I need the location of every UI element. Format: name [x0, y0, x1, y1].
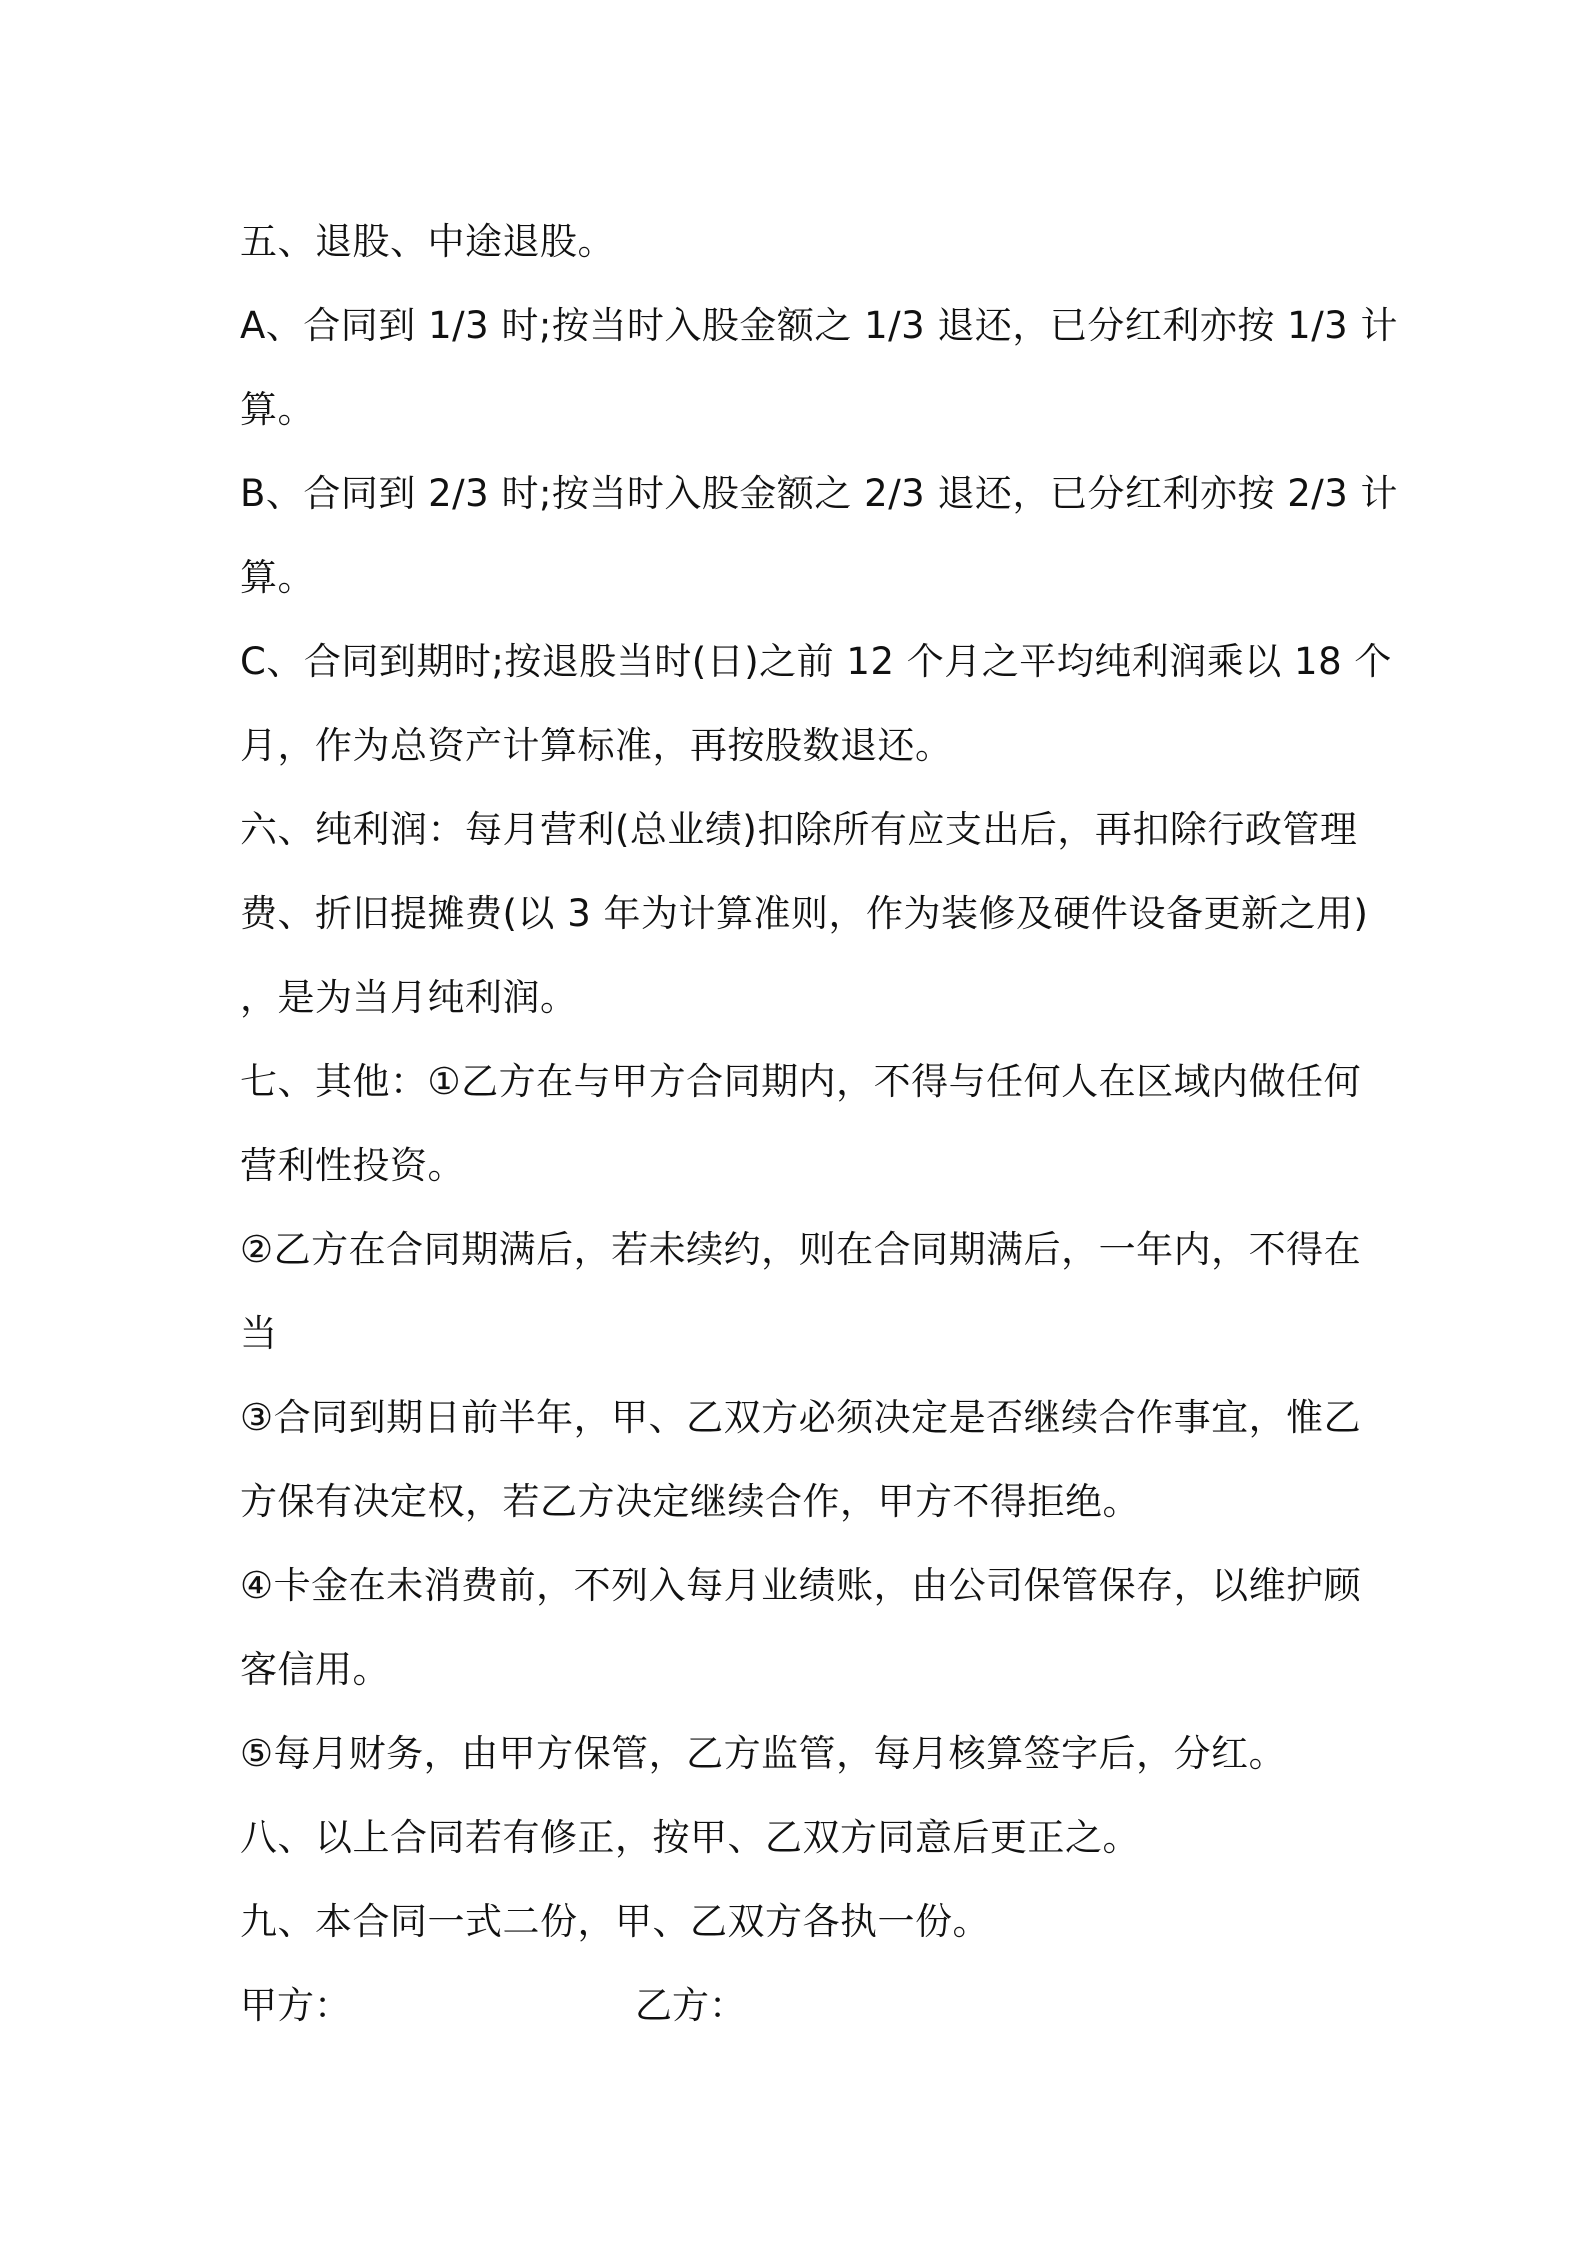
- section-5-heading: 五、退股、中途退股。: [240, 220, 615, 263]
- section-9-line: 九、本合同一式二份，甲、乙双方各执一份。: [240, 1900, 990, 1943]
- clause-a-line-2: 算。: [240, 388, 315, 431]
- item-2-line-1: ②乙方在合同期满后，若未续约，则在合同期满后，一年内，不得在: [240, 1228, 1362, 1271]
- item-5-line-1: ⑤每月财务，由甲方保管，乙方监管，每月核算签字后，分红。: [240, 1732, 1287, 1775]
- clause-b-line-2: 算。: [240, 556, 315, 599]
- clause-c-line-1: C、合同到期时;按退股当时(日)之前 12 个月之平均纯利润乘以 18 个: [240, 640, 1392, 683]
- section-6-line-1: 六、纯利润：每月营利(总业绩)扣除所有应支出后，再扣除行政管理: [240, 808, 1358, 851]
- item-3-line-1: ③合同到期日前半年，甲、乙双方必须决定是否继续合作事宜，惟乙: [240, 1396, 1362, 1439]
- section-7-line-2: 营利性投资。: [240, 1144, 465, 1187]
- item-2-line-2: 当: [240, 1312, 278, 1355]
- section-6-line-2: 费、折旧提摊费(以 3 年为计算准则，作为装修及硬件设备更新之用): [240, 892, 1369, 935]
- item-4-line-1: ④卡金在未消费前，不列入每月业绩账，由公司保管保存，以维护顾: [240, 1564, 1362, 1607]
- item-3-line-2: 方保有决定权，若乙方决定继续合作，甲方不得拒绝。: [240, 1480, 1140, 1523]
- party-b-signature-label: 乙方：: [635, 1984, 746, 2027]
- section-6-line-3: ，是为当月纯利润。: [240, 976, 578, 1019]
- clause-b-line-1: B、合同到 2/3 时;按当时入股金额之 2/3 退还，已分红利亦按 2/3 计: [240, 472, 1399, 515]
- clause-c-line-2: 月，作为总资产计算标准，再按股数退还。: [240, 724, 953, 767]
- signature-row: [240, 1964, 1360, 2048]
- document-body: [240, 200, 1399, 2048]
- item-4-line-2: 客信用。: [240, 1648, 390, 1691]
- party-a-signature-label: 甲方：: [240, 1984, 351, 2027]
- section-7-line-1: 七、其他：①乙方在与甲方合同期内，不得与任何人在区域内做任何: [240, 1060, 1362, 1103]
- clause-a-line-1: A、合同到 1/3 时;按当时入股金额之 1/3 退还，已分红利亦按 1/3 计: [240, 304, 1398, 347]
- section-8-line: 八、以上合同若有修正，按甲、乙双方同意后更正之。: [240, 1816, 1140, 1859]
